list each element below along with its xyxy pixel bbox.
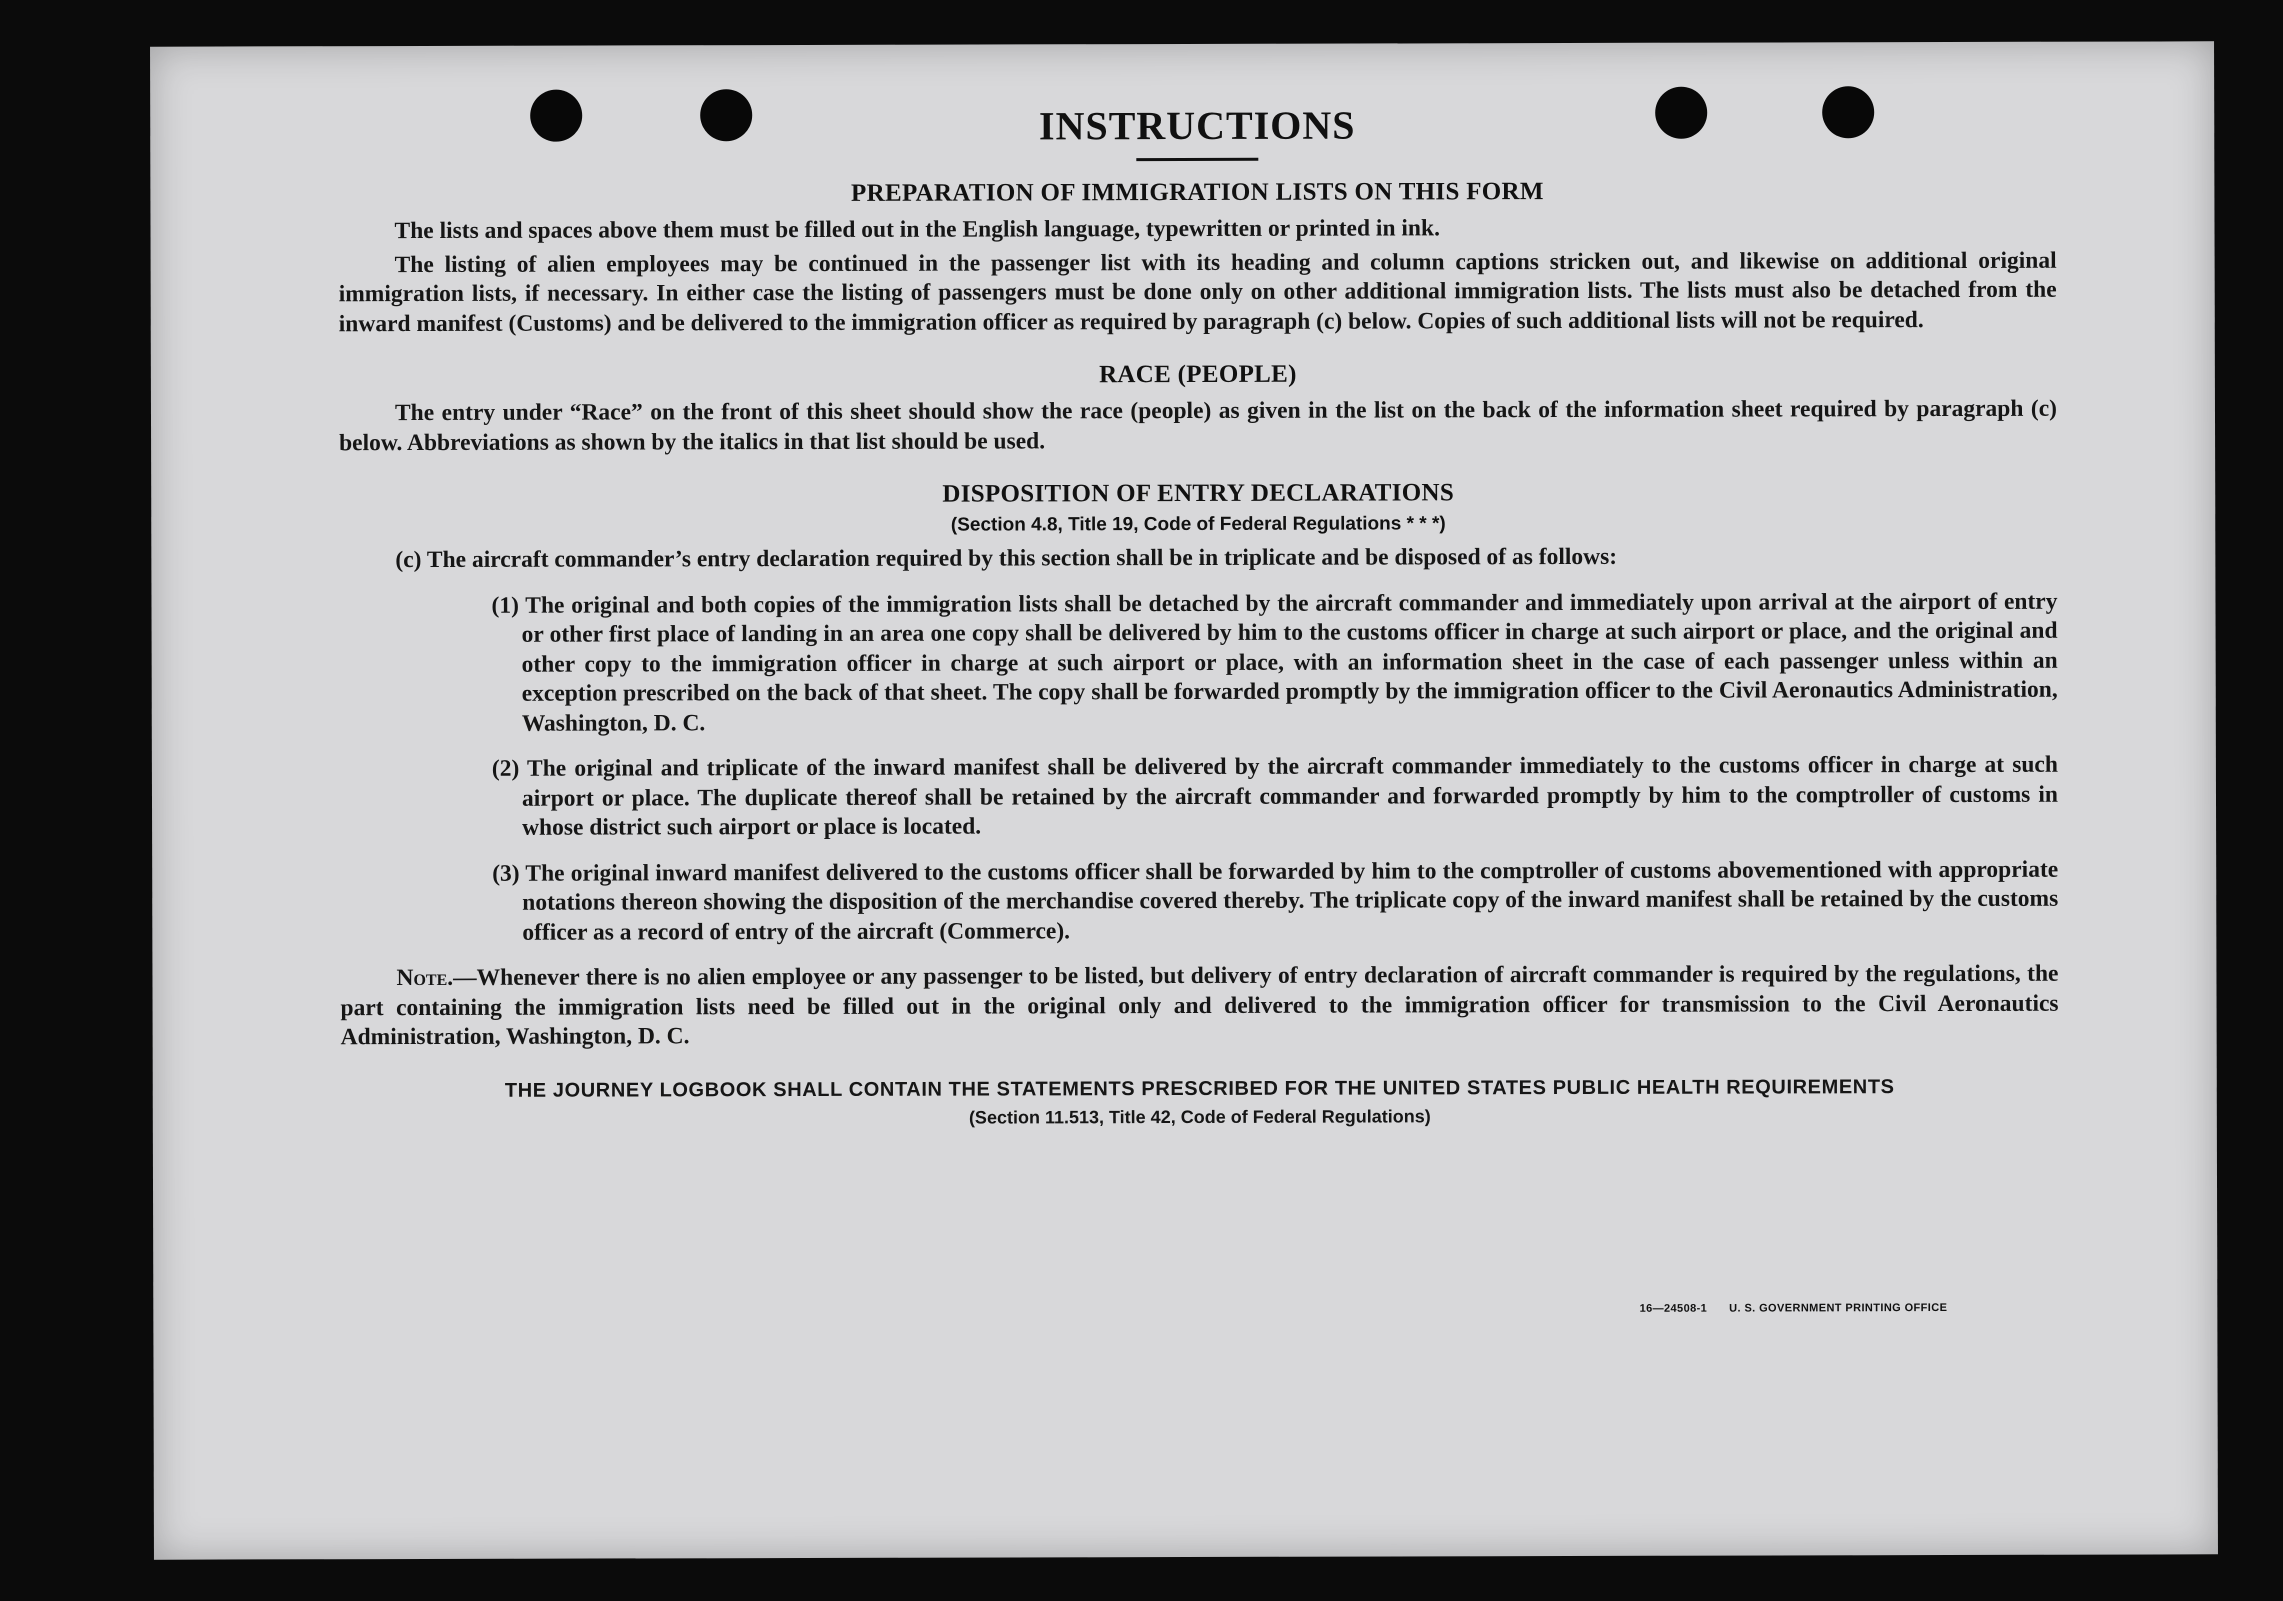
section-heading-race: RACE (PEOPLE) <box>1099 360 1297 389</box>
print-code <box>1640 1302 1948 1315</box>
section-heading-disposition: DISPOSITION OF ENTRY DECLARATIONS <box>942 479 1455 508</box>
health-requirements-citation: (Section 11.513, Title 42, Code of Federal Regulations) <box>968 1105 1431 1128</box>
list-item: (3) The original inward manifest delivered to the customs officer shall be forwarded by him to the comptroller of customs abovementioned with appropriate notations thereon showing the disposition of the merchandise covered thereby. The triplicate copy of the inward manifest shall be retained by the customs officer as a record of entry of the aircraft (Commerce). <box>492 856 2059 946</box>
page-title: INSTRUCTIONS <box>1038 102 1356 149</box>
instructions-content <box>338 102 2059 1134</box>
section-citation: (Section 4.8, Title 19, Code of Federal Regulations * * *) <box>950 513 1446 536</box>
note-text: —Whenever there is no alien employee or any passenger to be listed, but delivery of entry declaration of aircraft commander is required by the regulations, the part containing the immigration lists need be filled out in the original only and delivered to the immigration officer for transmission to the Civil Aeronautics Administration, Washington, D. C. <box>340 960 2059 1051</box>
health-requirements-line: THE JOURNEY LOGBOOK SHALL CONTAIN THE STATEMENTS PRESCRIBED FOR THE UNITED STATES PUBLIC HEALTH REQUIREMENTS <box>504 1075 1895 1102</box>
paragraph-triplicate: (c) The aircraft commander’s entry declaration required by this section shall be in triplicate and be disposed of as follows: <box>395 543 1618 574</box>
paragraph-race: The entry under “Race” on the front of this sheet should show the race (people) as given in the list on the back of the information sheet required by paragraph (c) below. Abbreviations as shown by the italics in that list should be used. <box>339 395 2058 456</box>
list-item: (1) The original and both copies of the immigration lists shall be detached by the aircraft commander and immediately upon arrival at the airport of entry or other first place of landing in an area one copy shall be delivered by him to the customs officer in charge at such airport or place, and the original and other copy to the immigration officer in charge at such airport or place, with an information sheet in the case of each passenger unless within an exception prescribed on the back of that sheet. The copy shall be forwarded promptly by the immigration officer to the Civil Aeronautics Administration, Washington, D. C. <box>491 588 2058 737</box>
document-sheet <box>150 41 2218 1559</box>
title-underline <box>1136 158 1258 161</box>
printer-name: U. S. GOVERNMENT PRINTING OFFICE <box>1729 1302 1948 1315</box>
list-item: (2) The original and triplicate of the inward manifest shall be delivered by the aircraft commander immediately to the customs officer in charge at such airport or place. The duplicate thereof shall be retained by the aircraft commander and forwarded promptly by him to the comptroller of customs in whose district such airport or place is located. <box>491 751 2059 841</box>
section-heading-preparation: PREPARATION OF IMMIGRATION LISTS ON THIS FORM <box>850 178 1544 207</box>
form-number: 16—24508-1 <box>1639 1302 1708 1315</box>
note-paragraph <box>340 960 2058 1053</box>
paragraph-alien-employees: The listing of alien employees may be continued in the passenger list with its heading and column captions stricken out, and likewise on additional original immigration lists, if necessary. In either case the listing of passengers must be done only on other additional immigration lists. The lists must also be detached from the inward manifest (Customs) and be delivered to the immigration officer as required by paragraph (c) below. Copies of such additional lists will not be required. <box>338 247 2057 337</box>
note-label: Note. <box>396 964 454 992</box>
paragraph-language: The lists and spaces above them must be filled out in the English language, typewritten or printed in ink. <box>394 215 1440 245</box>
